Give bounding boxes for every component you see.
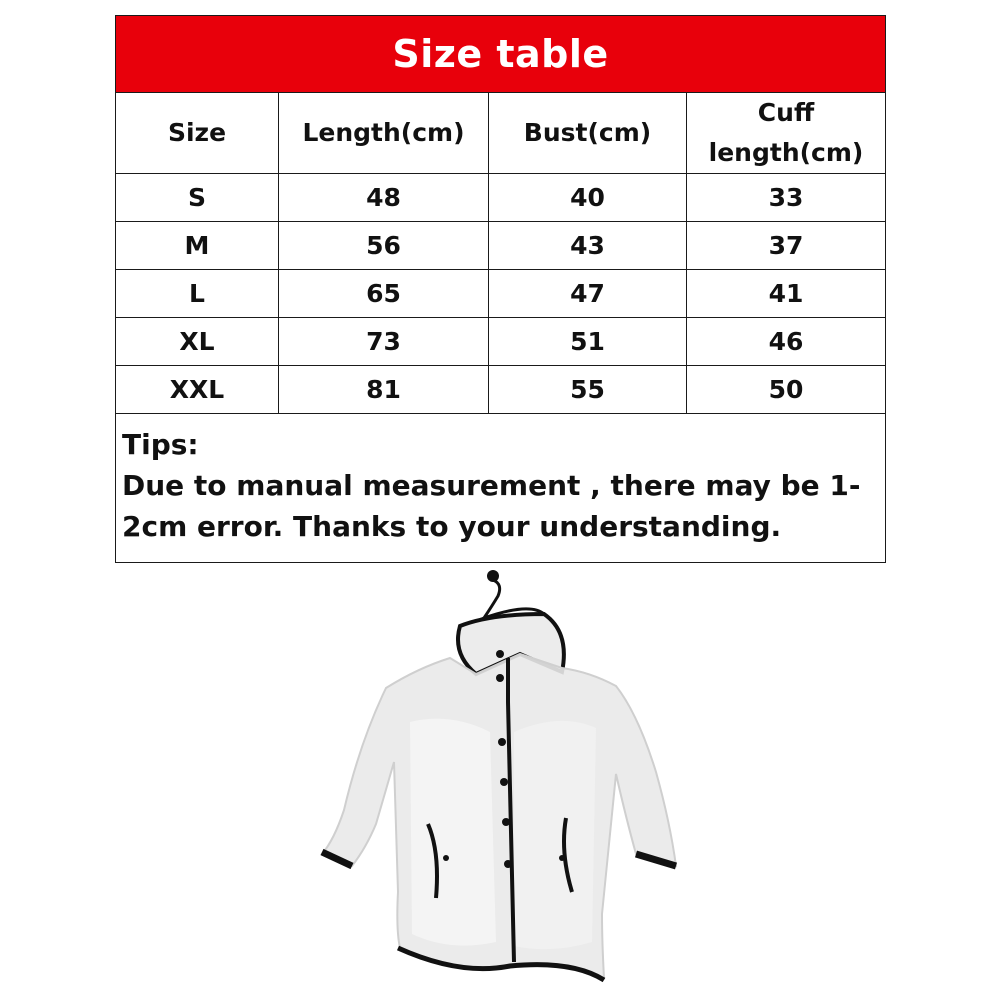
- cell-size: L: [116, 270, 279, 318]
- header-bust: Bust(cm): [489, 93, 687, 174]
- cell-cuff: 46: [687, 318, 886, 366]
- table-title: Size table: [116, 16, 886, 93]
- cell-size: S: [116, 174, 279, 222]
- cell-size: M: [116, 222, 279, 270]
- cell-bust: 47: [489, 270, 687, 318]
- cell-length: 81: [279, 366, 489, 414]
- cell-size: XL: [116, 318, 279, 366]
- cell-length: 73: [279, 318, 489, 366]
- cell-cuff: 37: [687, 222, 886, 270]
- header-length: Length(cm): [279, 93, 489, 174]
- header-cuff-length: [687, 93, 886, 174]
- header-size: Size: [116, 93, 279, 174]
- cell-size: XXL: [116, 366, 279, 414]
- cell-length: 65: [279, 270, 489, 318]
- raincoat-illustration: [300, 562, 720, 992]
- header-row: [116, 93, 886, 174]
- header-cuff-line1: Cuff: [757, 98, 815, 127]
- cell-length: 48: [279, 174, 489, 222]
- table-row: [116, 366, 886, 414]
- cell-cuff: 50: [687, 366, 886, 414]
- coat-body: [322, 654, 676, 978]
- header-cuff-line2: length(cm): [708, 138, 864, 167]
- table-row: [116, 222, 886, 270]
- table-row: [116, 174, 886, 222]
- cell-cuff: 41: [687, 270, 886, 318]
- table-row: [116, 270, 886, 318]
- cell-length: 56: [279, 222, 489, 270]
- cell-bust: 40: [489, 174, 687, 222]
- cell-bust: 55: [489, 366, 687, 414]
- size-table: [115, 15, 886, 563]
- cell-cuff: 33: [687, 174, 886, 222]
- tips-text: Due to manual measurement , there may be 1-2cm error. Thanks to your understanding.: [122, 469, 861, 543]
- cell-bust: 43: [489, 222, 687, 270]
- tips-label: Tips:: [122, 428, 199, 461]
- tips-cell: [116, 414, 886, 563]
- table-row: [116, 318, 886, 366]
- cell-bust: 51: [489, 318, 687, 366]
- raincoat-image: [300, 562, 720, 992]
